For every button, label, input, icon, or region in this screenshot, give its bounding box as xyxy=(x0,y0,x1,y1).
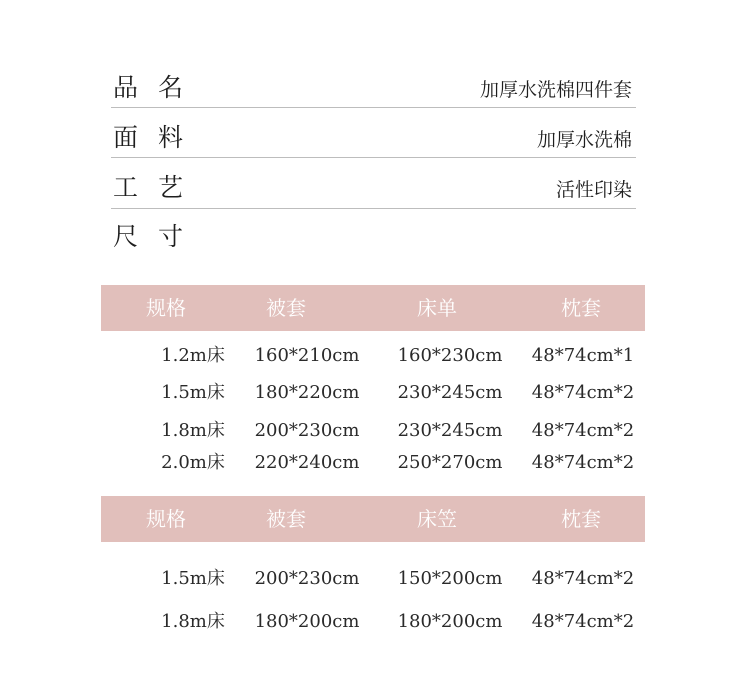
table-cell: 180*220cm xyxy=(254,382,360,403)
table-cell: 48*74cm*2 xyxy=(531,452,635,473)
table1-header xyxy=(101,285,645,331)
table-cell: 230*245cm xyxy=(397,382,503,403)
spec-value: 加厚水洗棉 xyxy=(536,129,632,151)
table-cell: 160*210cm xyxy=(254,345,360,366)
table-cell: 1.8m床 xyxy=(161,611,225,632)
spec-value: 活性印染 xyxy=(555,179,632,201)
divider xyxy=(111,157,636,158)
table-cell: 1.5m床 xyxy=(161,382,225,403)
table-cell: 48*74cm*2 xyxy=(531,420,635,441)
spec-label: 面料 xyxy=(113,123,204,152)
table-cell: 180*200cm xyxy=(254,611,360,632)
table-cell: 150*200cm xyxy=(397,568,503,589)
table-cell: 250*270cm xyxy=(397,452,503,473)
table-cell: 200*230cm xyxy=(254,420,360,441)
col-pillow-header: 枕套 xyxy=(561,507,601,531)
table-cell: 220*240cm xyxy=(254,452,360,473)
table-cell: 48*74cm*2 xyxy=(531,568,635,589)
divider xyxy=(111,107,636,108)
spec-row-process xyxy=(111,170,636,206)
col-spec-header: 规格 xyxy=(146,507,186,531)
col-pillow-header: 枕套 xyxy=(561,296,601,320)
table-cell: 1.8m床 xyxy=(161,420,225,441)
table-cell: 48*74cm*2 xyxy=(531,382,635,403)
table-cell: 200*230cm xyxy=(254,568,360,589)
col-duvet-header: 被套 xyxy=(266,507,306,531)
spec-value: 加厚水洗棉四件套 xyxy=(479,79,632,101)
table-cell: 48*74cm*2 xyxy=(531,611,635,632)
table-cell: 2.0m床 xyxy=(161,452,225,473)
spec-label: 品名 xyxy=(113,73,204,102)
table2-header xyxy=(101,496,645,542)
col-fitted-sheet-header: 床笠 xyxy=(417,507,457,531)
col-duvet-header: 被套 xyxy=(266,296,306,320)
table-cell: 160*230cm xyxy=(397,345,503,366)
table-cell: 1.5m床 xyxy=(161,568,225,589)
divider xyxy=(111,208,636,209)
spec-row-fabric xyxy=(111,120,636,156)
table-cell: 180*200cm xyxy=(397,611,503,632)
spec-row-size xyxy=(111,219,636,255)
spec-label: 工艺 xyxy=(113,173,204,202)
table-cell: 230*245cm xyxy=(397,420,503,441)
col-spec-header: 规格 xyxy=(146,296,186,320)
spec-label: 尺寸 xyxy=(113,222,204,251)
spec-row-name xyxy=(111,70,636,106)
table-cell: 48*74cm*1 xyxy=(531,345,635,366)
table-cell: 1.2m床 xyxy=(161,345,225,366)
col-sheet-header: 床单 xyxy=(417,296,457,320)
